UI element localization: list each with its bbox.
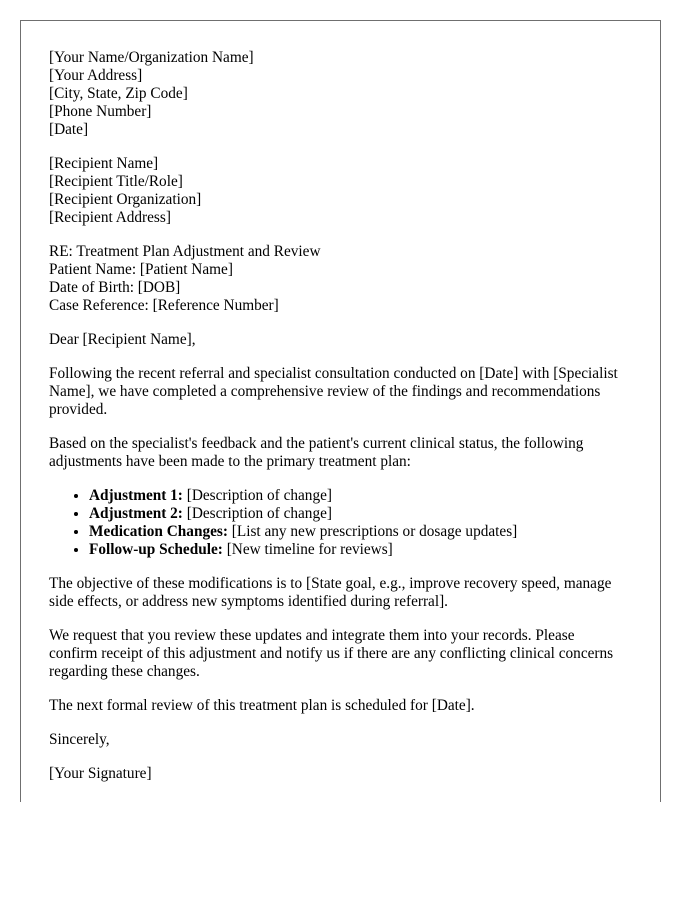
valediction: Sincerely,	[49, 731, 110, 748]
list-item-label: Medication Changes:	[89, 523, 228, 540]
sender-date: [Date]	[49, 121, 89, 138]
recipient-name: [Recipient Name]	[49, 155, 159, 172]
request-paragraph: We request that you review these updates and integrate them into your records. Please confirm receipt of this adjustment and notify us if there are any conflicting clinical concerns regarding these changes.	[49, 627, 614, 680]
case-reference-line: Case Reference: [Reference Number]	[49, 297, 279, 314]
list-item-label: Adjustment 2:	[89, 505, 183, 522]
sender-phone: [Phone Number]	[49, 103, 152, 120]
sender-city: [City, State, Zip Code]	[49, 85, 188, 102]
reference-block	[49, 243, 619, 315]
list-item-text: [List any new prescriptions or dosage updates]	[227, 523, 518, 540]
subject-line: RE: Treatment Plan Adjustment and Review	[49, 243, 321, 260]
sender-name: [Your Name/Organization Name]	[49, 49, 254, 66]
letter-body	[49, 49, 619, 799]
signature: [Your Signature]	[49, 765, 152, 782]
sender-address: [Your Address]	[49, 67, 143, 84]
intro-paragraph: Following the recent referral and specialist consultation conducted on [Date] with [Specialist Name], we have completed a comprehensive review of the findings and recommendations provided.	[49, 365, 618, 418]
recipient-block	[49, 155, 619, 227]
list-item	[89, 523, 619, 541]
adjustments-list	[49, 487, 619, 559]
adjustments-intro-paragraph: Based on the specialist's feedback and the patient's current clinical status, the following adjustments have been made to the primary treatment plan:	[49, 435, 584, 470]
list-item	[89, 487, 619, 505]
list-item-text: [Description of change]	[182, 505, 332, 522]
recipient-title: [Recipient Title/Role]	[49, 173, 183, 190]
list-item	[89, 505, 619, 523]
sender-block	[49, 49, 619, 139]
list-item-label: Adjustment 1:	[89, 487, 183, 504]
salutation: Dear [Recipient Name],	[49, 331, 196, 348]
patient-name-line: Patient Name: [Patient Name]	[49, 261, 233, 278]
dob-line: Date of Birth: [DOB]	[49, 279, 181, 296]
list-item-text: [New timeline for reviews]	[222, 541, 393, 558]
list-item-text: [Description of change]	[182, 487, 332, 504]
objective-paragraph: The objective of these modifications is to [State goal, e.g., improve recovery speed, manage side effects, or address new symptoms identified during referral].	[49, 575, 612, 610]
recipient-organization: [Recipient Organization]	[49, 191, 202, 208]
list-item-label: Follow-up Schedule:	[89, 541, 223, 558]
next-review-paragraph: The next formal review of this treatment plan is scheduled for [Date].	[49, 697, 475, 714]
letter-page	[20, 20, 661, 802]
recipient-address: [Recipient Address]	[49, 209, 171, 226]
list-item	[89, 541, 619, 559]
